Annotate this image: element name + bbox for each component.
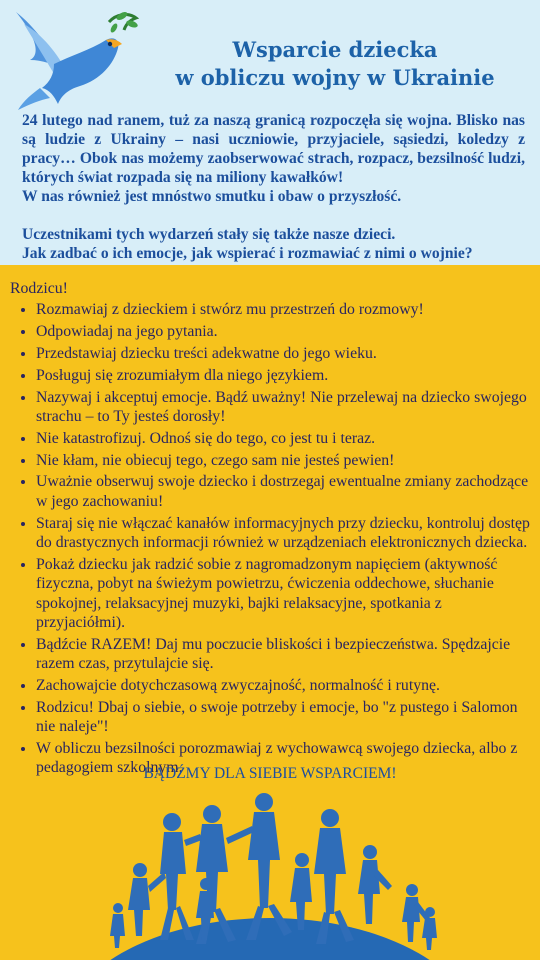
list-item: • Bądźcie RAZEM! Daj mu poczucie bliskości i bezpieczeństwa. Spędzajcie razem czas, przytulajcie się.: [36, 635, 530, 674]
intro-paragraph-1: 24 lutego nad ranem, tuż za naszą granicą rozpoczęła się wojna. Blisko nas są ludzie z Ukrainy – nasi uczniowie, przyjaciele, sąsiedzi, koledzy z pracy… Obok nas możemy zaobserwować strach, rozpacz, bezsilność ludzi, których świat rozpada się na miliony kawałków!: [22, 112, 525, 186]
title-line-1: Wsparcie dziecka: [232, 37, 438, 62]
list-item: • Odpowiadaj na jego pytania.: [36, 322, 530, 341]
list-item: • Staraj się nie włączać kanałów informacyjnych przy dziecku, kontroluj dostęp do drastycznych informacji również w urządzeniach elektronicznych dziecka.: [36, 514, 530, 553]
list-item: • Pokaż dziecku jak radzić sobie z nagromadzonym napięciem (aktywność fizyczna, pobyt na świeżym powietrzu, ćwiczenia oddechowe, słuchanie spokojnej, relaksacyjnej muzyki, bajki relaksacyjne, spotkania z przyjaciółmi).: [36, 555, 530, 633]
list-item: • Nie kłam, nie obiecuj tego, czego sam nie jesteś pewien!: [36, 451, 530, 470]
header-section: [0, 0, 540, 265]
list-item: • Uważnie obserwuj swoje dziecko i dostrzegaj ewentualne zmiany zachodzące w jego zachowaniu!: [36, 472, 530, 511]
intro-paragraph-2-line-2: Jak zadbać o ich emocje, jak wspierać i rozmawiać z nimi o wojnie?: [22, 245, 473, 262]
list-item: • Rozmawiaj z dzieckiem i stwórz mu przestrzeń do rozmowy!: [36, 300, 530, 319]
intro-text: [22, 111, 525, 263]
list-item: • Nazywaj i akceptuj emocje. Bądź uważny! Nie przelewaj na dziecko swojego strachu – to Ty jesteś dorosły!: [36, 388, 530, 427]
intro-paragraph-1-last: W nas również jest mnóstwo smutku i obaw o przyszłość.: [22, 188, 402, 205]
list-item: • Posługuj się zrozumiałym dla niego językiem.: [36, 366, 530, 385]
tips-lead: Rodzicu!: [10, 280, 68, 297]
intro-paragraph-2-line-1: Uczestnikami tych wydarzeń stały się także nasze dzieci.: [22, 226, 396, 243]
list-item: • W obliczu bezsilności porozmawiaj z wychowawcą swojego dziecka, albo z pedagogiem szkolnym.: [36, 739, 530, 778]
people-on-globe-illustration: [0, 790, 540, 960]
page-title: [140, 36, 530, 92]
tips-list: [10, 300, 530, 777]
peace-dove-icon: [14, 4, 144, 114]
tips-list-container: [10, 279, 530, 780]
list-item: • Rodzicu! Dbaj o siebie, o swoje potrzeby i emocje, bo "z pustego i Salomon nie naleje"!: [36, 698, 530, 737]
title-line-2: w obliczu wojny w Ukrainie: [175, 65, 495, 90]
list-item: • Przedstawiaj dziecku treści adekwatne do jego wieku.: [36, 344, 530, 363]
list-item: • Nie katastrofizuj. Odnoś się do tego, co jest tu i teraz.: [36, 429, 530, 448]
list-item: • Zachowajcie dotychczasową zwyczajność, normalność i rutynę.: [36, 676, 530, 695]
closing-slogan: BĄDŹMY DLA SIEBIE WSPARCIEM!: [143, 765, 397, 782]
